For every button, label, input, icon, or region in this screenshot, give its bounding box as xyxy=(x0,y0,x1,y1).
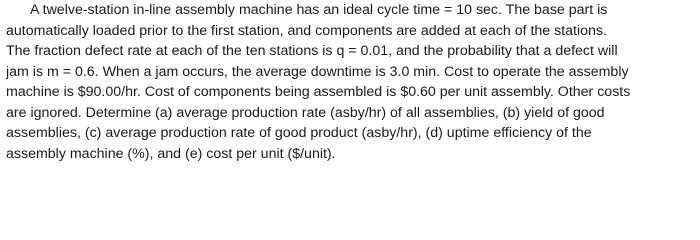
problem-line-5: machine is $90.00/hr. Cost of components being assembled is $0.60 per unit assembly. Other costs xyxy=(6,84,631,100)
problem-line-6: are ignored. Determine (a) average production rate (asby/hr) of all assemblies, (b) yield of good xyxy=(6,104,605,121)
problem-line-7: assemblies, (c) average production rate of good product (asby/hr), (d) uptime efficiency of the xyxy=(6,125,592,141)
problem-line-1: A twelve-station in-line assembly machine has an ideal cycle time = 10 sec. The base part is xyxy=(30,2,608,18)
problem-line-3: The fraction defect rate at each of the ten stations is q = 0.01, and the probability that a defect will xyxy=(6,43,618,59)
problem-statement xyxy=(6,0,698,164)
problem-line-8: assembly machine (%), and (e) cost per unit ($/unit). xyxy=(6,145,336,162)
problem-line-4: jam is m = 0.6. When a jam occurs, the average downtime is 3.0 min. Cost to operate the assembly xyxy=(6,63,629,80)
problem-line-2: automatically loaded prior to the first station, and components are added at each of the stations. xyxy=(6,22,607,39)
